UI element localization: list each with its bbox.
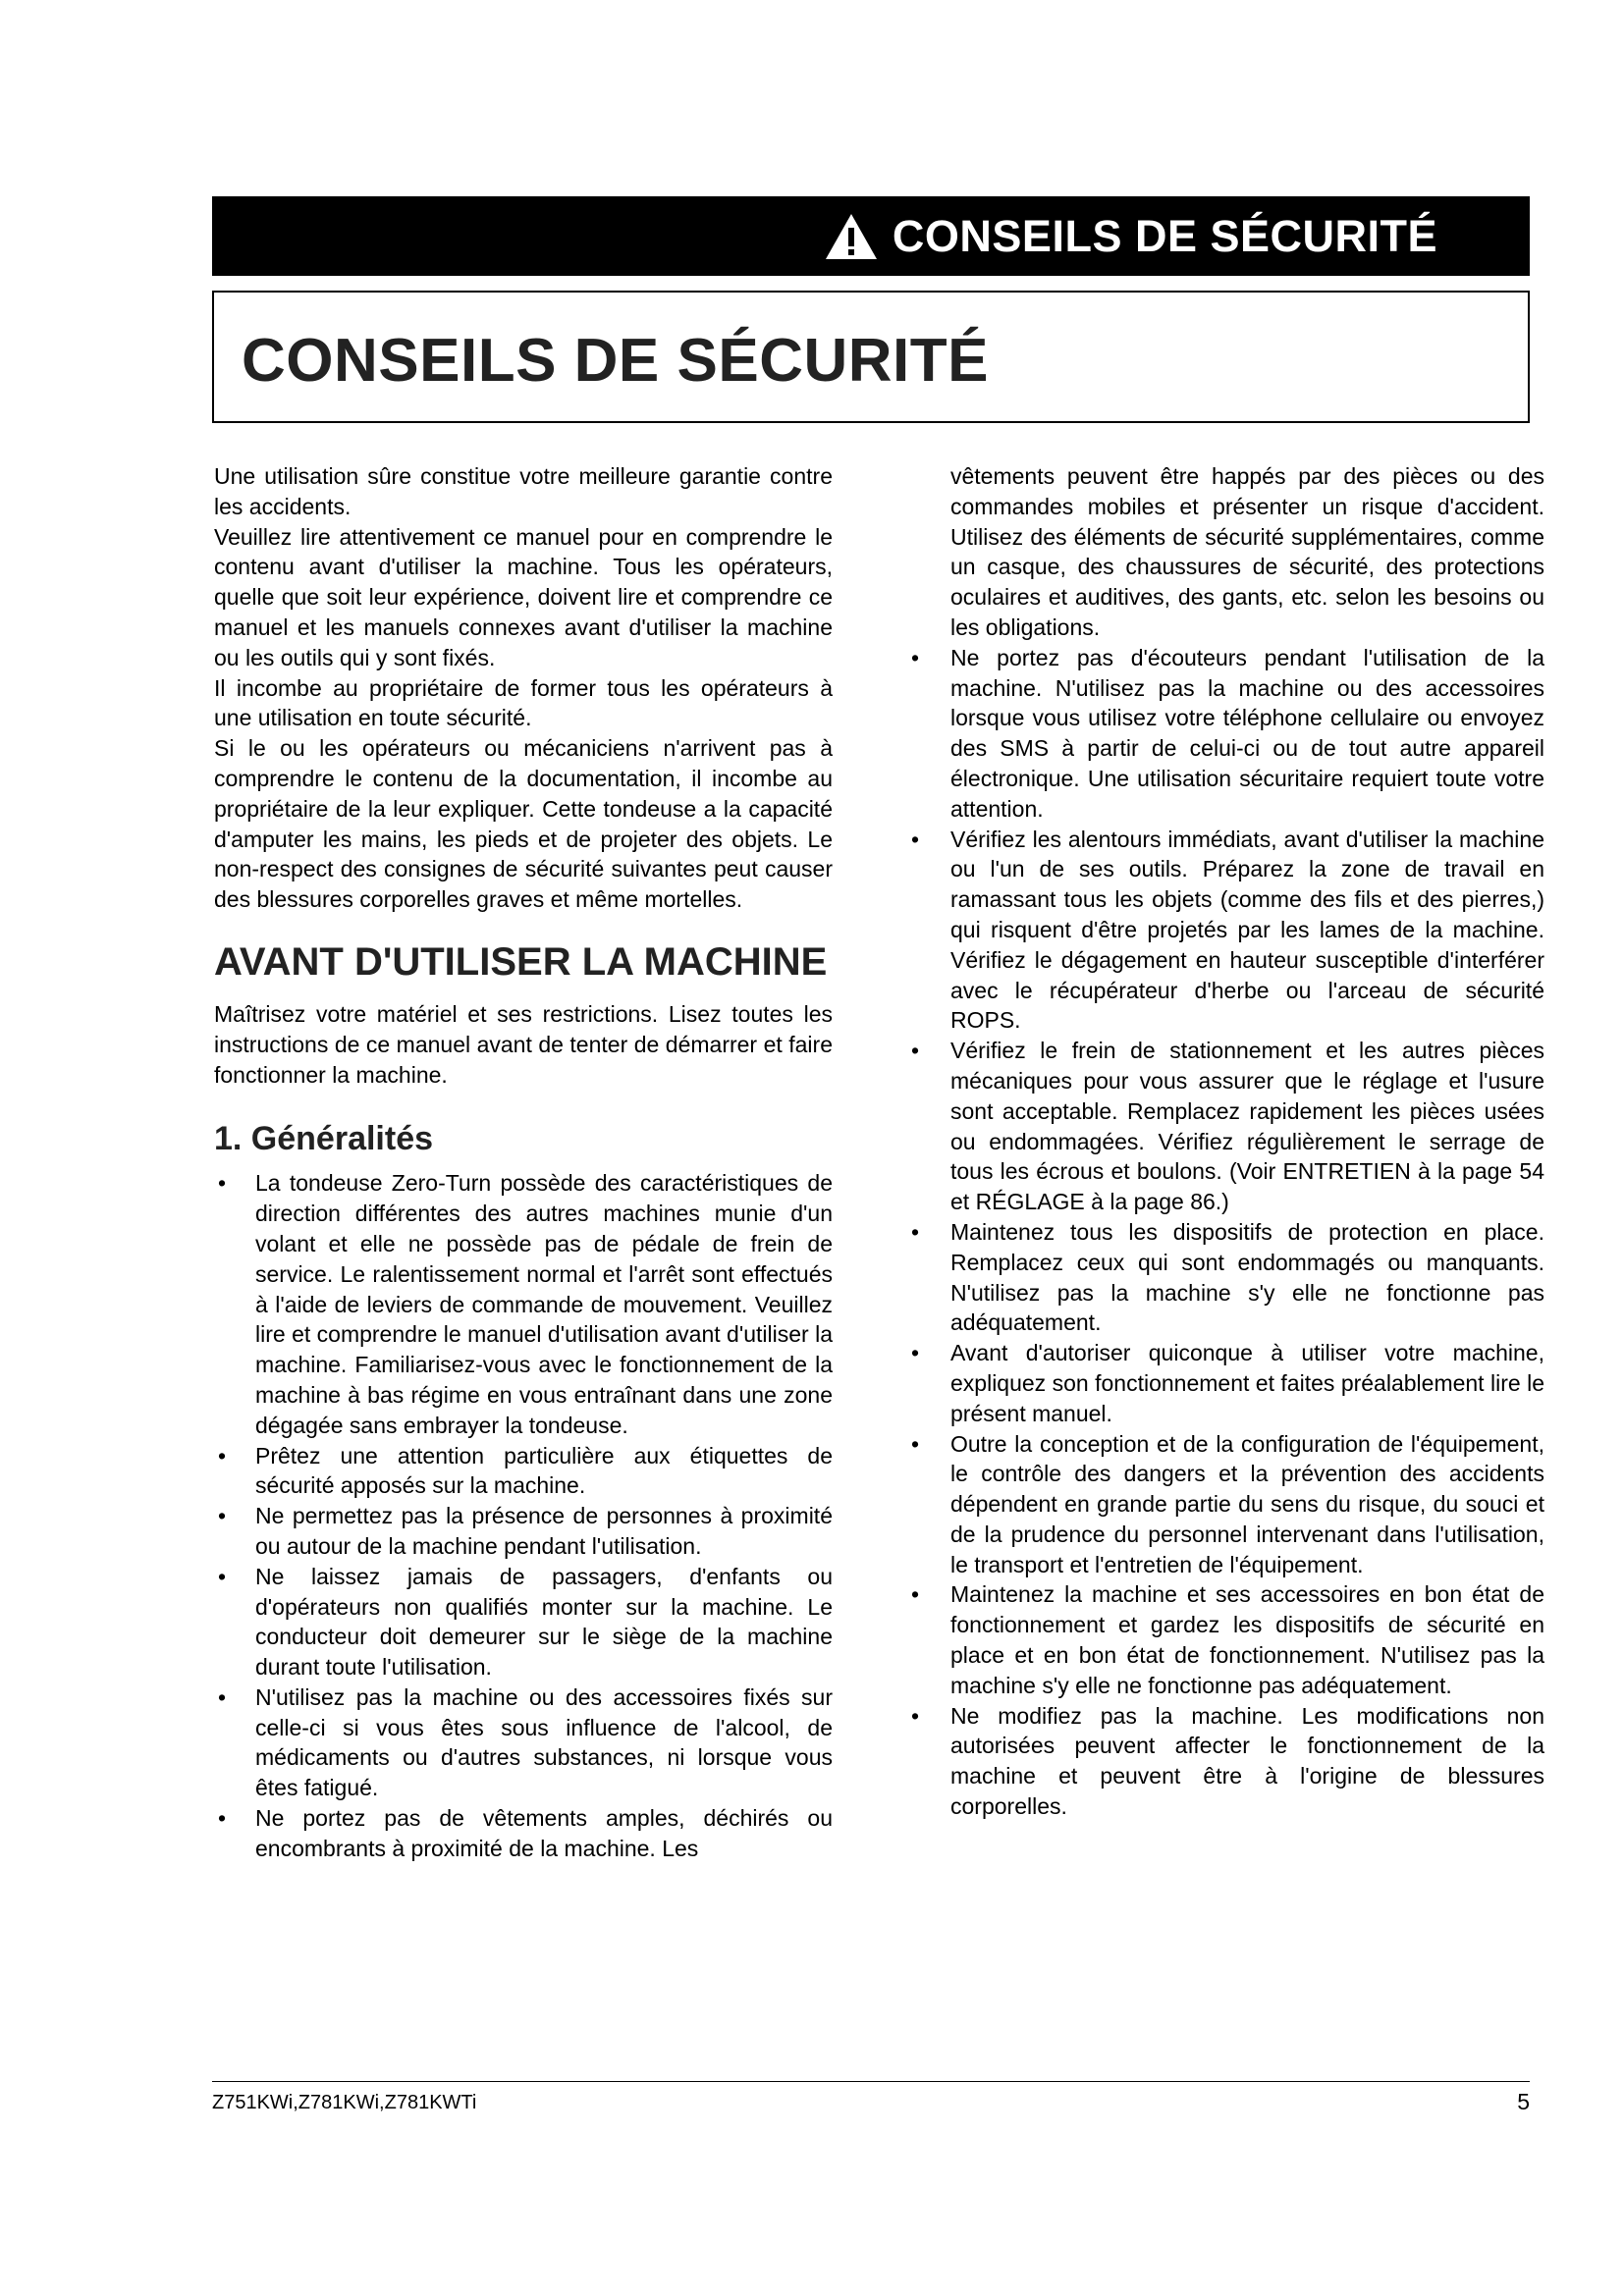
section-header-bar <box>212 196 1530 276</box>
intro-paragraph: Une utilisation sûre constitue votre meilleure garantie contre les accidents. <box>214 463 833 519</box>
warning-triangle-icon <box>824 212 879 261</box>
section-heading: AVANT D'UTILISER LA MACHINE <box>214 939 828 984</box>
page-title-box <box>212 291 1530 423</box>
page-title: CONSEILS DE SÉCURITÉ <box>242 327 989 395</box>
bullet-icon: • <box>218 1683 227 1710</box>
footer-model-numbers: Z751KWi,Z781KWi,Z781KWTi <box>212 2092 477 2113</box>
list-item: • Maintenez tous les dispositifs de protection en place. Remplacez ceux qui sont endommagés ou manquants. N'utilisez pas la machine s'y elle ne fonctionne pas adéquatement. <box>911 1218 1544 1336</box>
list-item: • Ne modifiez pas la machine. Les modifications non autorisées peuvent affecter le fonctionnement de la machine et peuvent être à l'origine de blessures corporelles. <box>911 1702 1544 1820</box>
bullet-icon: • <box>911 1218 920 1245</box>
list-item: • Vérifiez les alentours immédiats, avant d'utiliser la machine ou l'un de ses outils. Préparez la zone de travail en ramassant tous les objets (comme des fils et des pierres,) qui risquent d'être projetés par les lames de la machine. Vérifiez le dégagement en hauteur susceptible d'interférer avec le récupérateur d'herbe ou l'arceau de sécurité ROPS. <box>911 826 1544 1034</box>
safety-list-left <box>214 1168 833 1863</box>
safety-list-right <box>908 643 1544 1822</box>
section-intro: Maîtrisez votre matériel et ses restrictions. Lisez toutes les instructions de ce manuel avant de tenter de démarrer et faire fonctionner la machine. <box>214 1000 833 1088</box>
list-item-continuation: vêtements peuvent être happés par des pièces ou des commandes mobiles et présenter un risque d'accident. Utilisez des éléments de sécurité supplémentaires, comme un casque, des chaussures de sécurité, des protections oculaires et auditives, des gants, etc. selon les besoins ou les obligations. <box>950 463 1544 640</box>
intro-paragraph: Veuillez lire attentivement ce manuel pour en comprendre le contenu avant d'utiliser la machine. Tous les opérateurs, quelle que soit leur expérience, doivent lire et comprendre ce manuel et les manuels connexes avant d'utiliser la machine ou les outils qui y sont fixés. <box>214 523 833 670</box>
bullet-icon: • <box>218 1442 227 1468</box>
bullet-icon: • <box>911 644 920 670</box>
list-item: • Ne permettez pas la présence de personnes à proximité ou autour de la machine pendant l'utilisation. <box>218 1503 833 1559</box>
list-item: • Avant d'autoriser quiconque à utiliser votre machine, expliquez son fonctionnement et faites préalablement lire le présent manuel. <box>911 1340 1544 1426</box>
list-item: • Vérifiez le frein de stationnement et les autres pièces mécaniques pour vous assurer que le réglage et l'usure sont acceptable. Remplacez rapidement les pièces usées ou endommagées. Vérifiez régulièrement le serrage de tous les écrous et boulons. (Voir ENTRETIEN à la page 54 et RÉGLAGE à la page 86.) <box>911 1038 1544 1215</box>
list-item: • Ne laissez jamais de passagers, d'enfants ou d'opérateurs non qualifiés monter sur la machine. Le conducteur doit demeurer sur le siège de la machine durant toute l'utilisation. <box>218 1563 833 1681</box>
subsection-heading: 1. Généralités <box>214 1120 434 1158</box>
intro-paragraph: Si le ou les opérateurs ou mécaniciens n'arrivent pas à comprendre le contenu de la documentation, il incombe au propriétaire de la leur expliquer. Cette tondeuse a la capacité d'amputer les mains, les pieds et de projeter des objets. Le non-respect des consignes de sécurité suivantes peut causer des blessures corporelles graves et même mortelles. <box>214 735 833 913</box>
bullet-icon: • <box>218 1805 227 1832</box>
right-column <box>908 461 1544 1822</box>
bullet-icon: • <box>911 1430 920 1457</box>
list-item: • N'utilisez pas la machine ou des accessoires fixés sur celle-ci si vous êtes sous influence de l'alcool, de médicaments ou d'autres substances, ni lorsque vous êtes fatigué. <box>218 1683 833 1801</box>
bullet-icon: • <box>218 1503 227 1529</box>
list-item: • La tondeuse Zero-Turn possède des caractéristiques de direction différentes des autres machines munie d'un volant et elle ne possède pas de pédale de frein de service. Le ralentissement normal et l'arrêt sont effectués à l'aide de leviers de commande de mouvement. Veuillez lire et comprendre le manuel d'utilisation avant d'utiliser la machine. Familiarisez-vous avec le fonctionnement de la machine à bas régime en vous entraînant dans une zone dégagée sans embrayer la tondeuse. <box>218 1170 833 1438</box>
list-item: • Ne portez pas d'écouteurs pendant l'utilisation de la machine. N'utilisez pas la machine ou des accessoires lorsque vous utilisez votre téléphone cellulaire ou envoyez des SMS à partir de celui-ci ou de tout autre appareil électronique. Une utilisation sécuritaire requiert toute votre attention. <box>911 644 1544 822</box>
bullet-icon: • <box>911 1581 920 1608</box>
bullet-icon: • <box>218 1170 227 1197</box>
page-number: 5 <box>1517 2089 1530 2114</box>
list-item: • Ne portez pas de vêtements amples, déchirés ou encombrants à proximité de la machine. Les <box>218 1805 833 1861</box>
bullet-icon: • <box>911 1702 920 1729</box>
section-header-label: CONSEILS DE SÉCURITÉ <box>892 210 1437 261</box>
list-item: • Outre la conception et de la configuration de l'équipement, le contrôle des dangers et la prévention des accidents dépendent en grande partie du sens du risque, du souci et de la prudence du personnel intervenant dans l'utilisation, le transport et l'entretien de l'équipement. <box>911 1430 1544 1577</box>
bullet-icon: • <box>911 1038 920 1064</box>
list-item: • Prêtez une attention particulière aux étiquettes de sécurité apposés sur la machine. <box>218 1442 833 1499</box>
left-column <box>214 461 833 1864</box>
bullet-icon: • <box>911 826 920 852</box>
intro-paragraph: Il incombe au propriétaire de former tous les opérateurs à une utilisation en toute sécurité. <box>214 674 833 731</box>
bullet-icon: • <box>911 1340 920 1366</box>
footer-divider <box>212 2081 1530 2082</box>
list-item: • Maintenez la machine et ses accessoires en bon état de fonctionnement et gardez les dispositifs de sécurité en place et en bon état de fonctionnement. N'utilisez pas la machine s'y elle ne fonctionne pas adéquatement. <box>911 1581 1544 1698</box>
bullet-icon: • <box>218 1563 227 1589</box>
